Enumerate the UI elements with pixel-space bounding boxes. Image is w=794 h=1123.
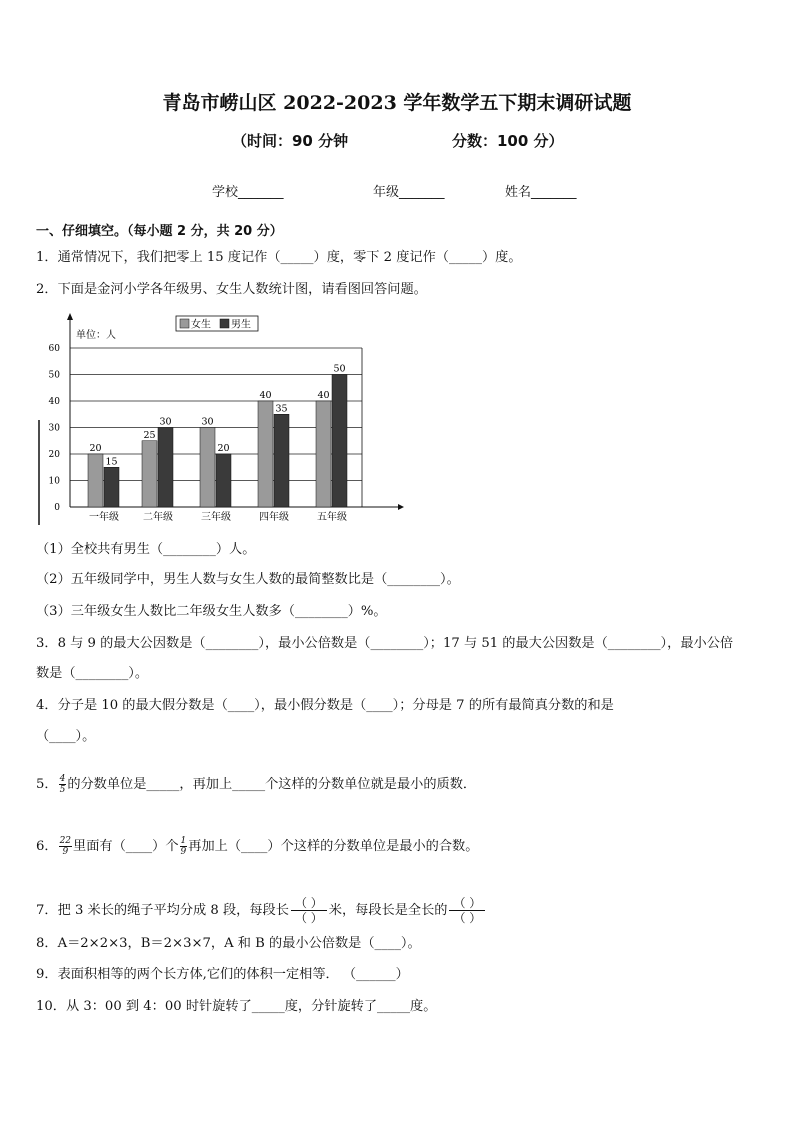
q7-text-2: 米，每段长是全长的	[328, 903, 448, 918]
bar-value-label: 15	[105, 456, 118, 468]
legend-swatch	[180, 319, 189, 328]
q7-blank-fraction-2: （ ） （ ）	[449, 896, 485, 925]
question-5	[36, 774, 476, 795]
q6-text-2: 再加上（____）个这样的分数单位是最小的合数。	[188, 839, 479, 854]
y-tick-label: 30	[48, 423, 60, 434]
question-6	[36, 836, 478, 857]
bar	[158, 428, 173, 508]
y-tick-label: 0	[54, 503, 60, 513]
question-7	[36, 896, 487, 925]
legend-label: 男生	[231, 319, 251, 331]
exam-time: （时间：90 分钟	[232, 132, 349, 150]
y-tick-label: 50	[48, 370, 60, 381]
question-2: 2．下面是金河小学各年级男、女生人数统计图，请看图回答问题。	[36, 282, 427, 297]
x-axis-arrow	[398, 504, 404, 510]
exam-score: 分数：100 分）	[452, 132, 564, 150]
bar-value-label: 30	[201, 416, 214, 428]
x-category-label: 三年级	[201, 512, 231, 523]
section-heading: 一、仔细填空。（每小题 2 分，共 20 分）	[36, 224, 283, 239]
legend-label: 女生	[191, 319, 211, 331]
q5-fraction: $\frac{4}{5}$	[59, 774, 66, 795]
q6-number: 6．	[36, 839, 58, 854]
q7-text-1: 7．把 3 米长的绳子平均分成 8 段，每段长	[36, 903, 289, 918]
question-2-2: （2）五年级同学中，男生人数与女生人数的最简整数比是（________）。	[36, 572, 460, 587]
x-category-label: 四年级	[259, 512, 289, 523]
q6-fraction-1: $\frac{22}{9}$	[59, 836, 72, 857]
bar	[200, 428, 215, 508]
x-category-label: 二年级	[143, 512, 173, 523]
school-field: 学校_______	[212, 185, 284, 200]
question-8: 8．A＝2×2×3，B＝2×3×7，A 和 B 的最小公倍数是（____）。	[36, 936, 421, 951]
y-axis-arrow	[67, 313, 73, 320]
bar	[274, 414, 289, 507]
y-tick-label: 10	[48, 476, 60, 487]
bar	[316, 401, 331, 507]
q6-fraction-2: $\frac{1}{9}$	[180, 836, 187, 857]
unit-label: 单位：人	[76, 330, 116, 341]
q5-text: 的分数单位是_____，再加上_____个这样的分数单位就是最小的质数．	[67, 777, 477, 792]
bar	[258, 401, 273, 507]
question-9: 9．表面积相等的两个长方体,它们的体积一定相等． （______）	[36, 967, 409, 982]
bar	[88, 454, 103, 507]
y-tick-label: 20	[48, 450, 60, 460]
question-10: 10．从 3：00 到 4：00 时针旋转了_____度，分针旋转了_____度。	[36, 999, 437, 1014]
question-3-line-2: 数是（________）。	[36, 666, 149, 681]
q7-blank-fraction-1: （ ） （ ）	[291, 896, 327, 925]
chart-bars	[88, 375, 347, 508]
legend-swatch	[220, 319, 229, 328]
bar-value-label: 20	[217, 443, 230, 454]
question-1: 1．通常情况下，我们把零上 15 度记作（_____）度，零下 2 度记作（_____）度。	[36, 250, 522, 265]
page-title: 青岛市崂山区 2022-2023 学年数学五下期末调研试题	[162, 92, 632, 114]
bar-value-label: 50	[333, 363, 346, 375]
question-2-1: （1）全校共有男生（________）人。	[36, 542, 256, 557]
bar	[142, 441, 157, 507]
grade-field: 年级_______	[373, 185, 445, 200]
question-2-3: （3）三年级女生人数比二年级女生人数多（________）%。	[36, 604, 387, 619]
bar-value-label: 40	[317, 390, 330, 401]
question-3-line-1: 3．8 与 9 的最大公因数是（________），最小公倍数是（________）；17 与 51 的最大公因数是（________），最小公倍	[36, 636, 734, 651]
chart-legend	[176, 316, 258, 331]
q6-text-1: 里面有（____）个	[73, 839, 179, 854]
bar-chart	[36, 310, 406, 530]
bar-value-label: 35	[275, 403, 288, 415]
bar	[332, 375, 347, 508]
bar-value-label: 20	[89, 443, 102, 454]
bar	[104, 467, 119, 507]
bar-value-label: 30	[159, 416, 172, 428]
x-category-label: 一年级	[89, 512, 119, 523]
bar	[216, 454, 231, 507]
bar-value-label: 25	[143, 429, 156, 441]
y-tick-label: 60	[48, 344, 60, 354]
x-category-label: 五年级	[317, 512, 347, 523]
q5-number: 5．	[36, 777, 58, 792]
name-field: 姓名_______	[505, 185, 577, 200]
y-tick-label: 40	[48, 397, 60, 407]
bar-value-label: 40	[259, 390, 272, 401]
question-4-line-2: （____）。	[36, 729, 96, 744]
question-4-line-1: 4．分子是 10 的最大假分数是（____），最小假分数是（____）；分母是 7 的所有最简真分数的和是	[36, 698, 614, 713]
